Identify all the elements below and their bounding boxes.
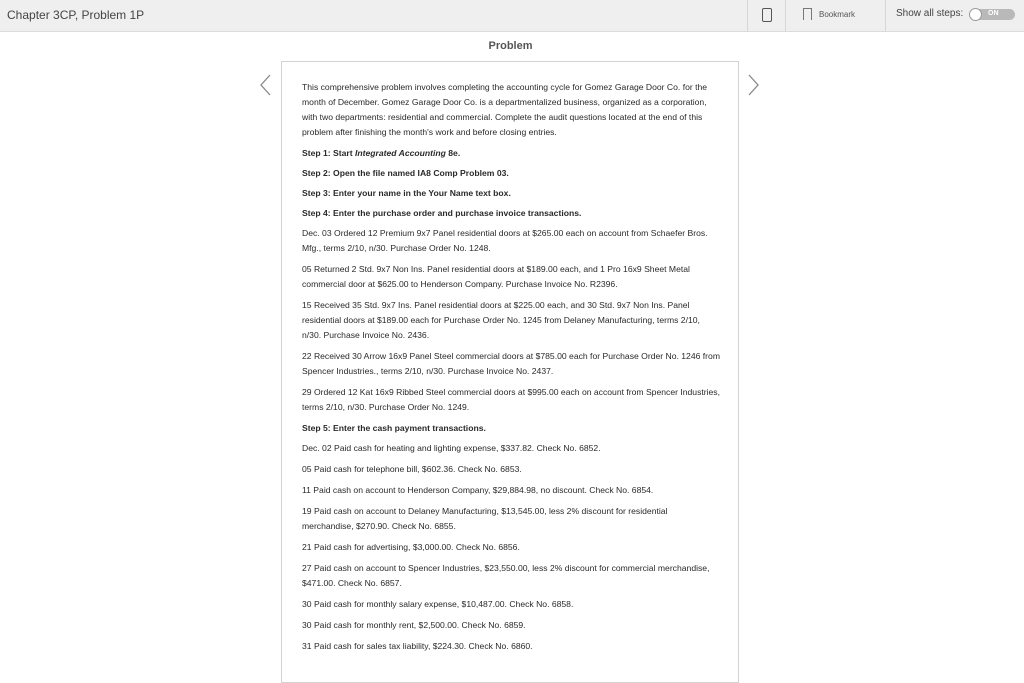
step-4: Step 4: Enter the purchase order and purchase invoice transactions. xyxy=(302,208,582,218)
bookmark-icon xyxy=(803,8,812,20)
payment-transaction: 21 Paid cash for advertising, $3,000.00. Check No. 6856. xyxy=(302,542,520,552)
purchase-transaction: 22 Received 30 Arrow 16x9 Panel Steel commercial doors at $785.00 each for Purchase Order No. 1246 from Spencer Industries., terms 2/10, n/30. Purchase Invoice No. 2437. xyxy=(302,351,720,376)
toggle-knob xyxy=(969,8,982,21)
previous-arrow-icon[interactable] xyxy=(259,73,271,97)
toolbar-divider xyxy=(885,0,886,31)
step-2: Step 2: Open the file named IA8 Comp Problem 03. xyxy=(302,168,509,178)
payment-transaction: 05 Paid cash for telephone bill, $602.36. Check No. 6853. xyxy=(302,464,522,474)
top-toolbar xyxy=(0,0,1024,32)
bookmark-label: Bookmark xyxy=(819,10,856,19)
show-all-steps-label: Show all steps: xyxy=(896,8,964,19)
step-1-italic: Integrated Accounting xyxy=(355,148,446,158)
problem-content xyxy=(302,80,720,660)
purchase-transaction: 29 Ordered 12 Kat 16x9 Ribbed Steel commercial doors at $995.00 each on account from Spencer Industries, terms 2/10, n/30. Purchase Order No. 1249. xyxy=(302,387,720,412)
payment-transaction: 31 Paid cash for sales tax liability, $224.30. Check No. 6860. xyxy=(302,641,533,651)
problem-panel xyxy=(281,61,739,683)
purchase-transaction: 15 Received 35 Std. 9x7 Ins. Panel residential doors at $225.00 each, and 30 Std. 9x7 Non Ins. Panel residential doors at $189.00 each for Purchase Order No. 1245 from Delaney Manufacturing, terms 2/10, n/30. Purchase Invoice No. 2436. xyxy=(302,300,700,340)
payment-transaction: Dec. 02 Paid cash for heating and lighting expense, $337.82. Check No. 6852. xyxy=(302,443,601,453)
step-5: Step 5: Enter the cash payment transactions. xyxy=(302,423,486,433)
chapter-title: Chapter 3CP, Problem 1P xyxy=(7,8,145,22)
problem-heading: Problem xyxy=(488,40,533,52)
payment-transaction: 19 Paid cash on account to Delaney Manufacturing, $13,545.00, less 2% discount for residential merchandise, $270.90. Check No. 6855. xyxy=(302,506,668,531)
toggle-state-label: ON xyxy=(988,10,999,17)
step-1 xyxy=(302,146,720,161)
payment-transaction: 30 Paid cash for monthly rent, $2,500.00. Check No. 6859. xyxy=(302,620,526,630)
payment-transaction: 27 Paid cash on account to Spencer Industries, $23,550.00, less 2% discount for commercial merchandise, $471.00. Check No. 6857. xyxy=(302,563,710,588)
show-all-steps-toggle[interactable] xyxy=(970,9,1015,20)
step-1-suffix: 8e. xyxy=(445,148,461,158)
toolbar-divider xyxy=(747,0,748,31)
payment-transaction: 30 Paid cash for monthly salary expense, $10,487.00. Check No. 6858. xyxy=(302,599,574,609)
payment-transaction: 11 Paid cash on account to Henderson Company, $29,884.98, no discount. Check No. 6854. xyxy=(302,485,654,495)
next-arrow-icon[interactable] xyxy=(748,73,760,97)
step-1-text: Step 1: Start xyxy=(302,148,356,158)
toolbar-divider xyxy=(785,0,786,31)
purchase-transaction: Dec. 03 Ordered 12 Premium 9x7 Panel residential doors at $265.00 each on account from Schaefer Bros. Mfg., terms 2/10, n/30. Purchase Order No. 1248. xyxy=(302,228,708,253)
intro-paragraph: This comprehensive problem involves completing the accounting cycle for Gomez Garage Door Co. for the month of December. Gomez Garage Door Co. is a departmentalized business, organized as a corporation, with two departments: residential and commercial. Complete the audit questions located at the end of this problem after finishing the month's work and before closing entries. xyxy=(302,82,708,137)
step-3: Step 3: Enter your name in the Your Name text box. xyxy=(302,188,511,198)
device-icon[interactable] xyxy=(762,8,772,22)
purchase-transaction: 05 Returned 2 Std. 9x7 Non Ins. Panel residential doors at $189.00 each, and 1 Pro 16x9 Sheet Metal commercial door at $625.00 to Henderson Company. Purchase Invoice No. R2396. xyxy=(302,264,690,289)
